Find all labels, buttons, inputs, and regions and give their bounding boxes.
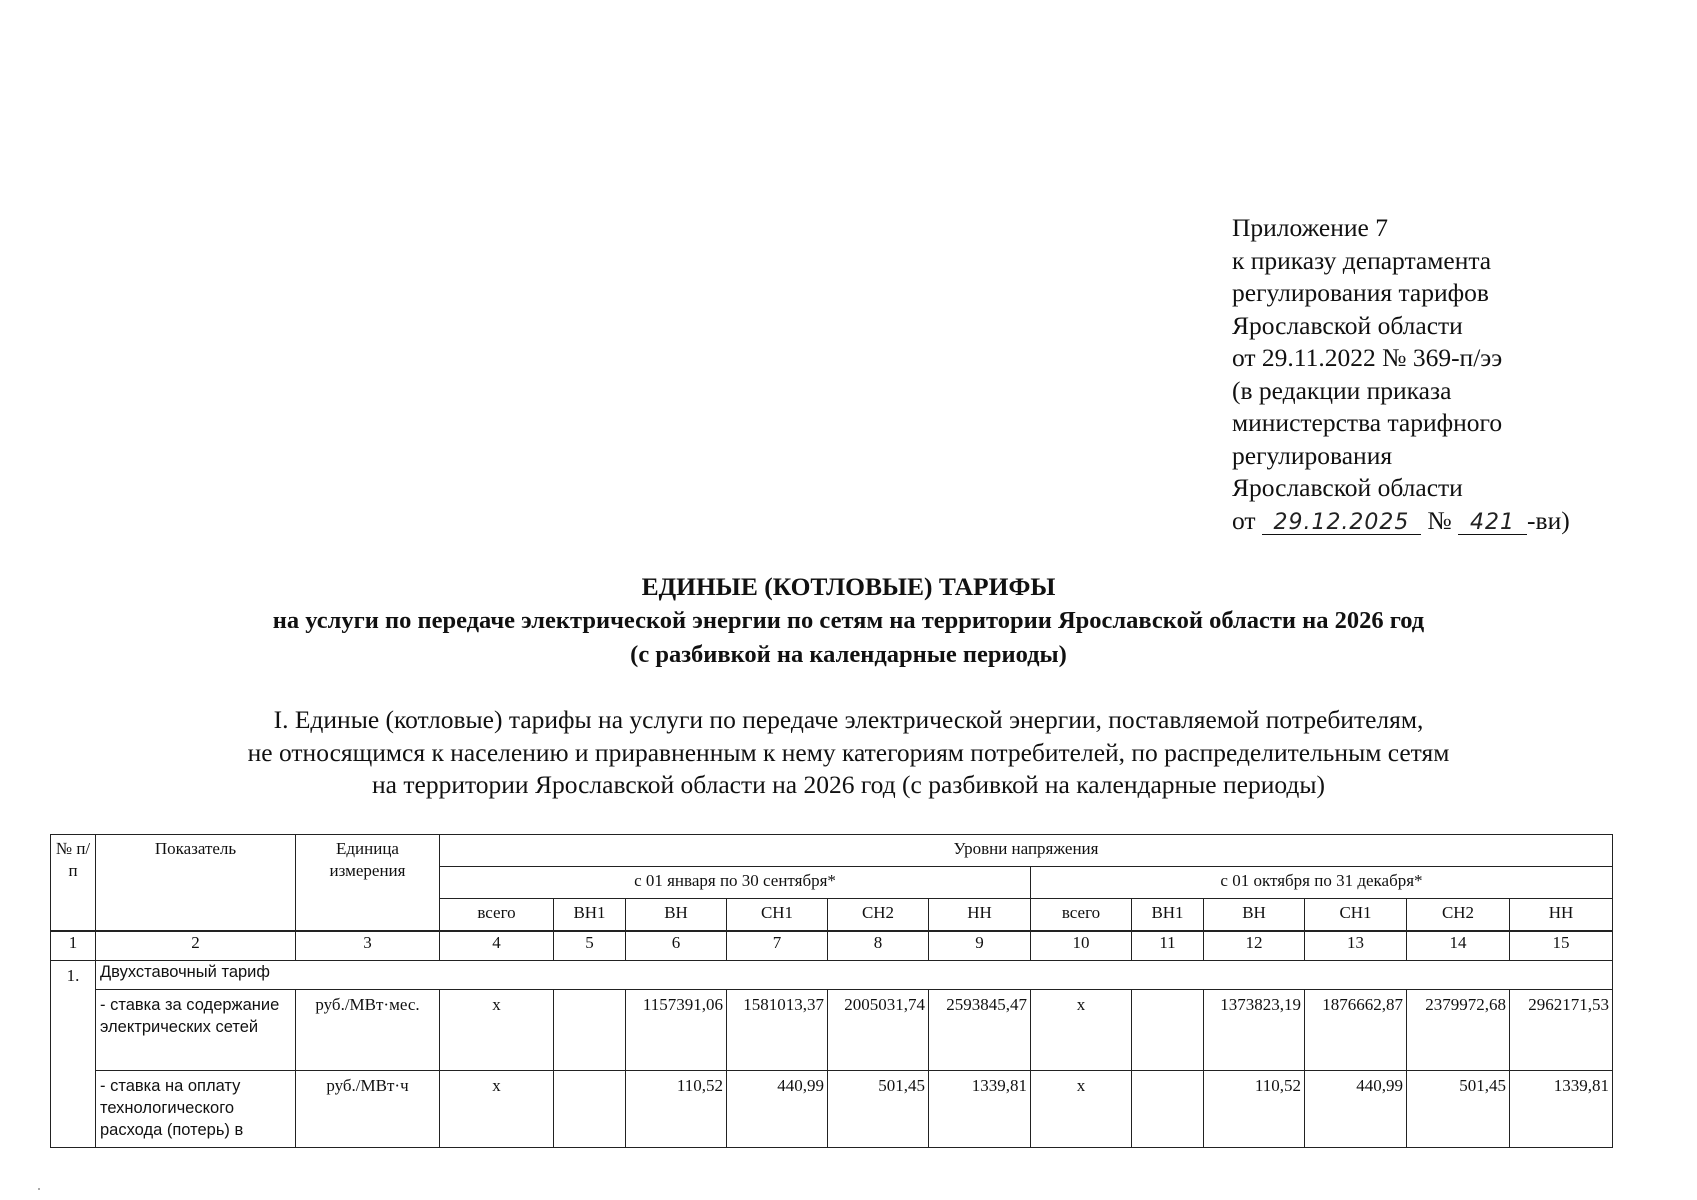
cell-total: х — [1031, 990, 1132, 1071]
appendix-from: от — [1232, 505, 1256, 535]
row-unit: руб./МВт·мес. — [296, 990, 440, 1071]
column-number: 8 — [828, 931, 929, 961]
column-number: 15 — [1510, 931, 1613, 961]
table-row — [51, 1071, 1613, 1148]
document-subtitle-periods: (с разбивкой на календарные периоды) — [630, 641, 1067, 668]
cell-sn2: 2005031,74 — [828, 990, 929, 1071]
cell-vn: 1373823,19 — [1204, 990, 1305, 1071]
appendix-line: Приложение 7 — [1232, 213, 1388, 242]
section-heading — [0, 704, 1697, 802]
header-level: СН2 — [828, 899, 929, 932]
cell-total: х — [440, 990, 554, 1071]
column-number: 1 — [51, 931, 96, 961]
header-period-1: с 01 января по 30 сентября* — [440, 867, 1031, 899]
cell-sn2: 501,45 — [1407, 1071, 1510, 1148]
section-heading-line: на территории Ярославской области на 2026 год (с разбивкой на календарные периоды) — [372, 770, 1325, 799]
appendix-line: Ярославской области — [1232, 473, 1463, 502]
column-number: 9 — [929, 931, 1031, 961]
header-unit: Единица измерения — [296, 835, 440, 932]
section-row — [51, 961, 1613, 990]
appendix-suffix: -ви) — [1527, 505, 1570, 535]
column-number: 12 — [1204, 931, 1305, 961]
appendix-line: (в редакции приказа — [1232, 375, 1452, 405]
header-num: № п/п — [51, 835, 96, 932]
row-indicator: - ставка на оплату технологического расхода (потерь) в — [96, 1071, 296, 1148]
row-indicator: - ставка за содержание электрических сетей — [96, 990, 296, 1071]
header-level: ВН — [626, 899, 727, 932]
header-row-1 — [51, 835, 1613, 867]
cell-vn: 110,52 — [1204, 1071, 1305, 1148]
header-level: СН1 — [1305, 899, 1407, 932]
cell-sn1: 440,99 — [1305, 1071, 1407, 1148]
header-level: ВН1 — [554, 899, 626, 932]
cell-nn: 2962171,53 — [1510, 990, 1613, 1071]
appendix-line: от 29.11.2022 № 369-п/ээ — [1232, 343, 1503, 372]
cell-nn: 1339,81 — [1510, 1071, 1613, 1148]
cell-vn: 110,52 — [626, 1071, 727, 1148]
document-subtitle: на услуги по передаче электрической энергии по сетям на территории Ярославской области на 2026 год — [272, 607, 1425, 634]
column-number: 7 — [727, 931, 828, 961]
column-number: 13 — [1305, 931, 1407, 961]
cell-sn2: 501,45 — [828, 1071, 929, 1148]
number-sign: № — [1427, 505, 1452, 535]
column-number: 3 — [296, 931, 440, 961]
cell-nn: 2593845,47 — [929, 990, 1031, 1071]
column-number: 4 — [440, 931, 554, 961]
column-number-row — [51, 931, 1613, 961]
cell-sn2: 2379972,68 — [1407, 990, 1510, 1071]
column-number: 10 — [1031, 931, 1132, 961]
header-period-2: с 01 октября по 31 декабря* — [1031, 867, 1613, 899]
cell-vn1 — [1132, 990, 1204, 1071]
header-level: СН1 — [727, 899, 828, 932]
document-title: ЕДИНЫЕ (КОТЛОВЫЕ) ТАРИФЫ — [641, 572, 1056, 601]
cell-vn1 — [554, 1071, 626, 1148]
table-row — [51, 990, 1613, 1071]
section-number: 1. — [51, 961, 96, 1148]
header-level: НН — [1510, 899, 1613, 932]
header-level: СН2 — [1407, 899, 1510, 932]
header-level: всего — [1031, 899, 1132, 932]
header-level: ВН1 — [1132, 899, 1204, 932]
cell-vn1 — [554, 990, 626, 1071]
header-voltage-levels: Уровни напряжения — [440, 835, 1613, 867]
tariff-table — [50, 834, 1613, 1148]
row-unit: руб./МВт·ч — [296, 1071, 440, 1148]
scan-artifact — [38, 1188, 40, 1190]
cell-sn1: 1581013,37 — [727, 990, 828, 1071]
cell-nn: 1339,81 — [929, 1071, 1031, 1148]
column-number: 5 — [554, 931, 626, 961]
handwritten-number: 421 — [1458, 512, 1527, 535]
cell-sn1: 440,99 — [727, 1071, 828, 1148]
header-level: всего — [440, 899, 554, 932]
cell-vn1 — [1132, 1071, 1204, 1148]
handwritten-date: 29.12.2025 — [1262, 512, 1421, 535]
column-number: 2 — [96, 931, 296, 961]
header-level: ВН — [1204, 899, 1305, 932]
section-label: Двухставочный тариф — [96, 961, 1613, 990]
header-level: НН — [929, 899, 1031, 932]
appendix-last-line — [1232, 505, 1570, 538]
appendix-line: министерства тарифного — [1232, 408, 1503, 437]
section-heading-line: I. Единые (котловые) тарифы на услуги по передаче электрической энергии, поставляемой потребителям, — [273, 705, 1424, 734]
header-indicator: Показатель — [96, 835, 296, 932]
appendix-line: к приказу департамента — [1232, 245, 1492, 275]
appendix-line: регулирования тарифов — [1232, 278, 1489, 307]
column-number: 6 — [626, 931, 727, 961]
appendix-line: Ярославской области — [1232, 310, 1463, 340]
section-heading-line: не относящимся к населению и приравненным к нему категориям потребителей, по распределительным сетям — [247, 737, 1450, 767]
cell-total: х — [1031, 1071, 1132, 1148]
cell-sn1: 1876662,87 — [1305, 990, 1407, 1071]
column-number: 14 — [1407, 931, 1510, 961]
cell-vn: 1157391,06 — [626, 990, 727, 1071]
appendix-reference — [1232, 212, 1570, 537]
cell-total: х — [440, 1071, 554, 1148]
column-number: 11 — [1132, 931, 1204, 961]
appendix-line: регулирования — [1232, 440, 1393, 470]
